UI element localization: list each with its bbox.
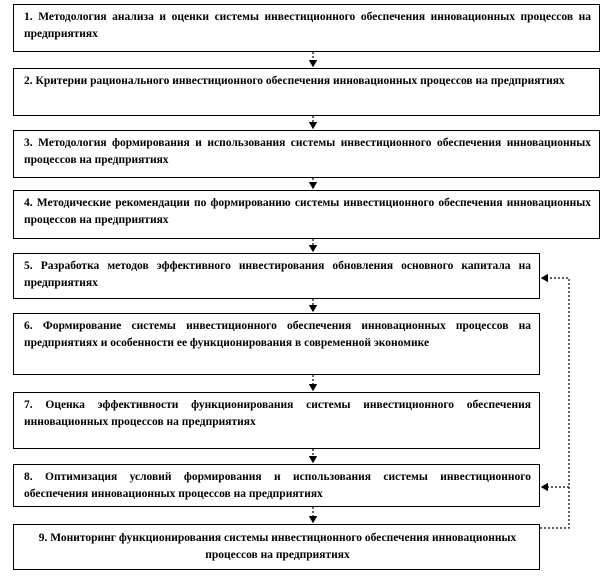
step-box-4: 4. Методические рекомендации по формированию системы инвестиционного обеспечения инновационных процессов на предприятиях xyxy=(13,190,600,239)
step-box-3: 3. Методология формирования и использования системы инвестиционного обеспечения инновационных процессов на предприятиях xyxy=(13,130,600,178)
step-box-9: 9. Мониторинг функционирования системы инвестиционного обеспечения инновационных процессов на предприятиях xyxy=(13,524,540,570)
step-box-5: 5. Разработка методов эффективного инвестирования обновления основного капитала на предприятиях xyxy=(13,253,540,299)
step-box-2: 2. Критерии рационального инвестиционного обеспечения инновационных процессов на предприятиях xyxy=(13,68,600,116)
feedback-line xyxy=(540,278,569,528)
step-box-7: 7. Оценка эффективности функционирования системы инвестиционного обеспечения инновационных процессов на предприятиях xyxy=(13,392,540,449)
step-box-6: 6. Формирование системы инвестиционного обеспечения инновационных процессов на предприятиях и особенности ее функционирования в современной экономике xyxy=(13,313,540,375)
step-box-8: 8. Оптимизация условий формирования и использования системы инвестиционного обеспечения инновационных процессов на предприятиях xyxy=(13,464,540,507)
step-box-1: 1. Методология анализа и оценки системы инвестиционного обеспечения инновационных процессов на предприятиях xyxy=(13,4,600,52)
